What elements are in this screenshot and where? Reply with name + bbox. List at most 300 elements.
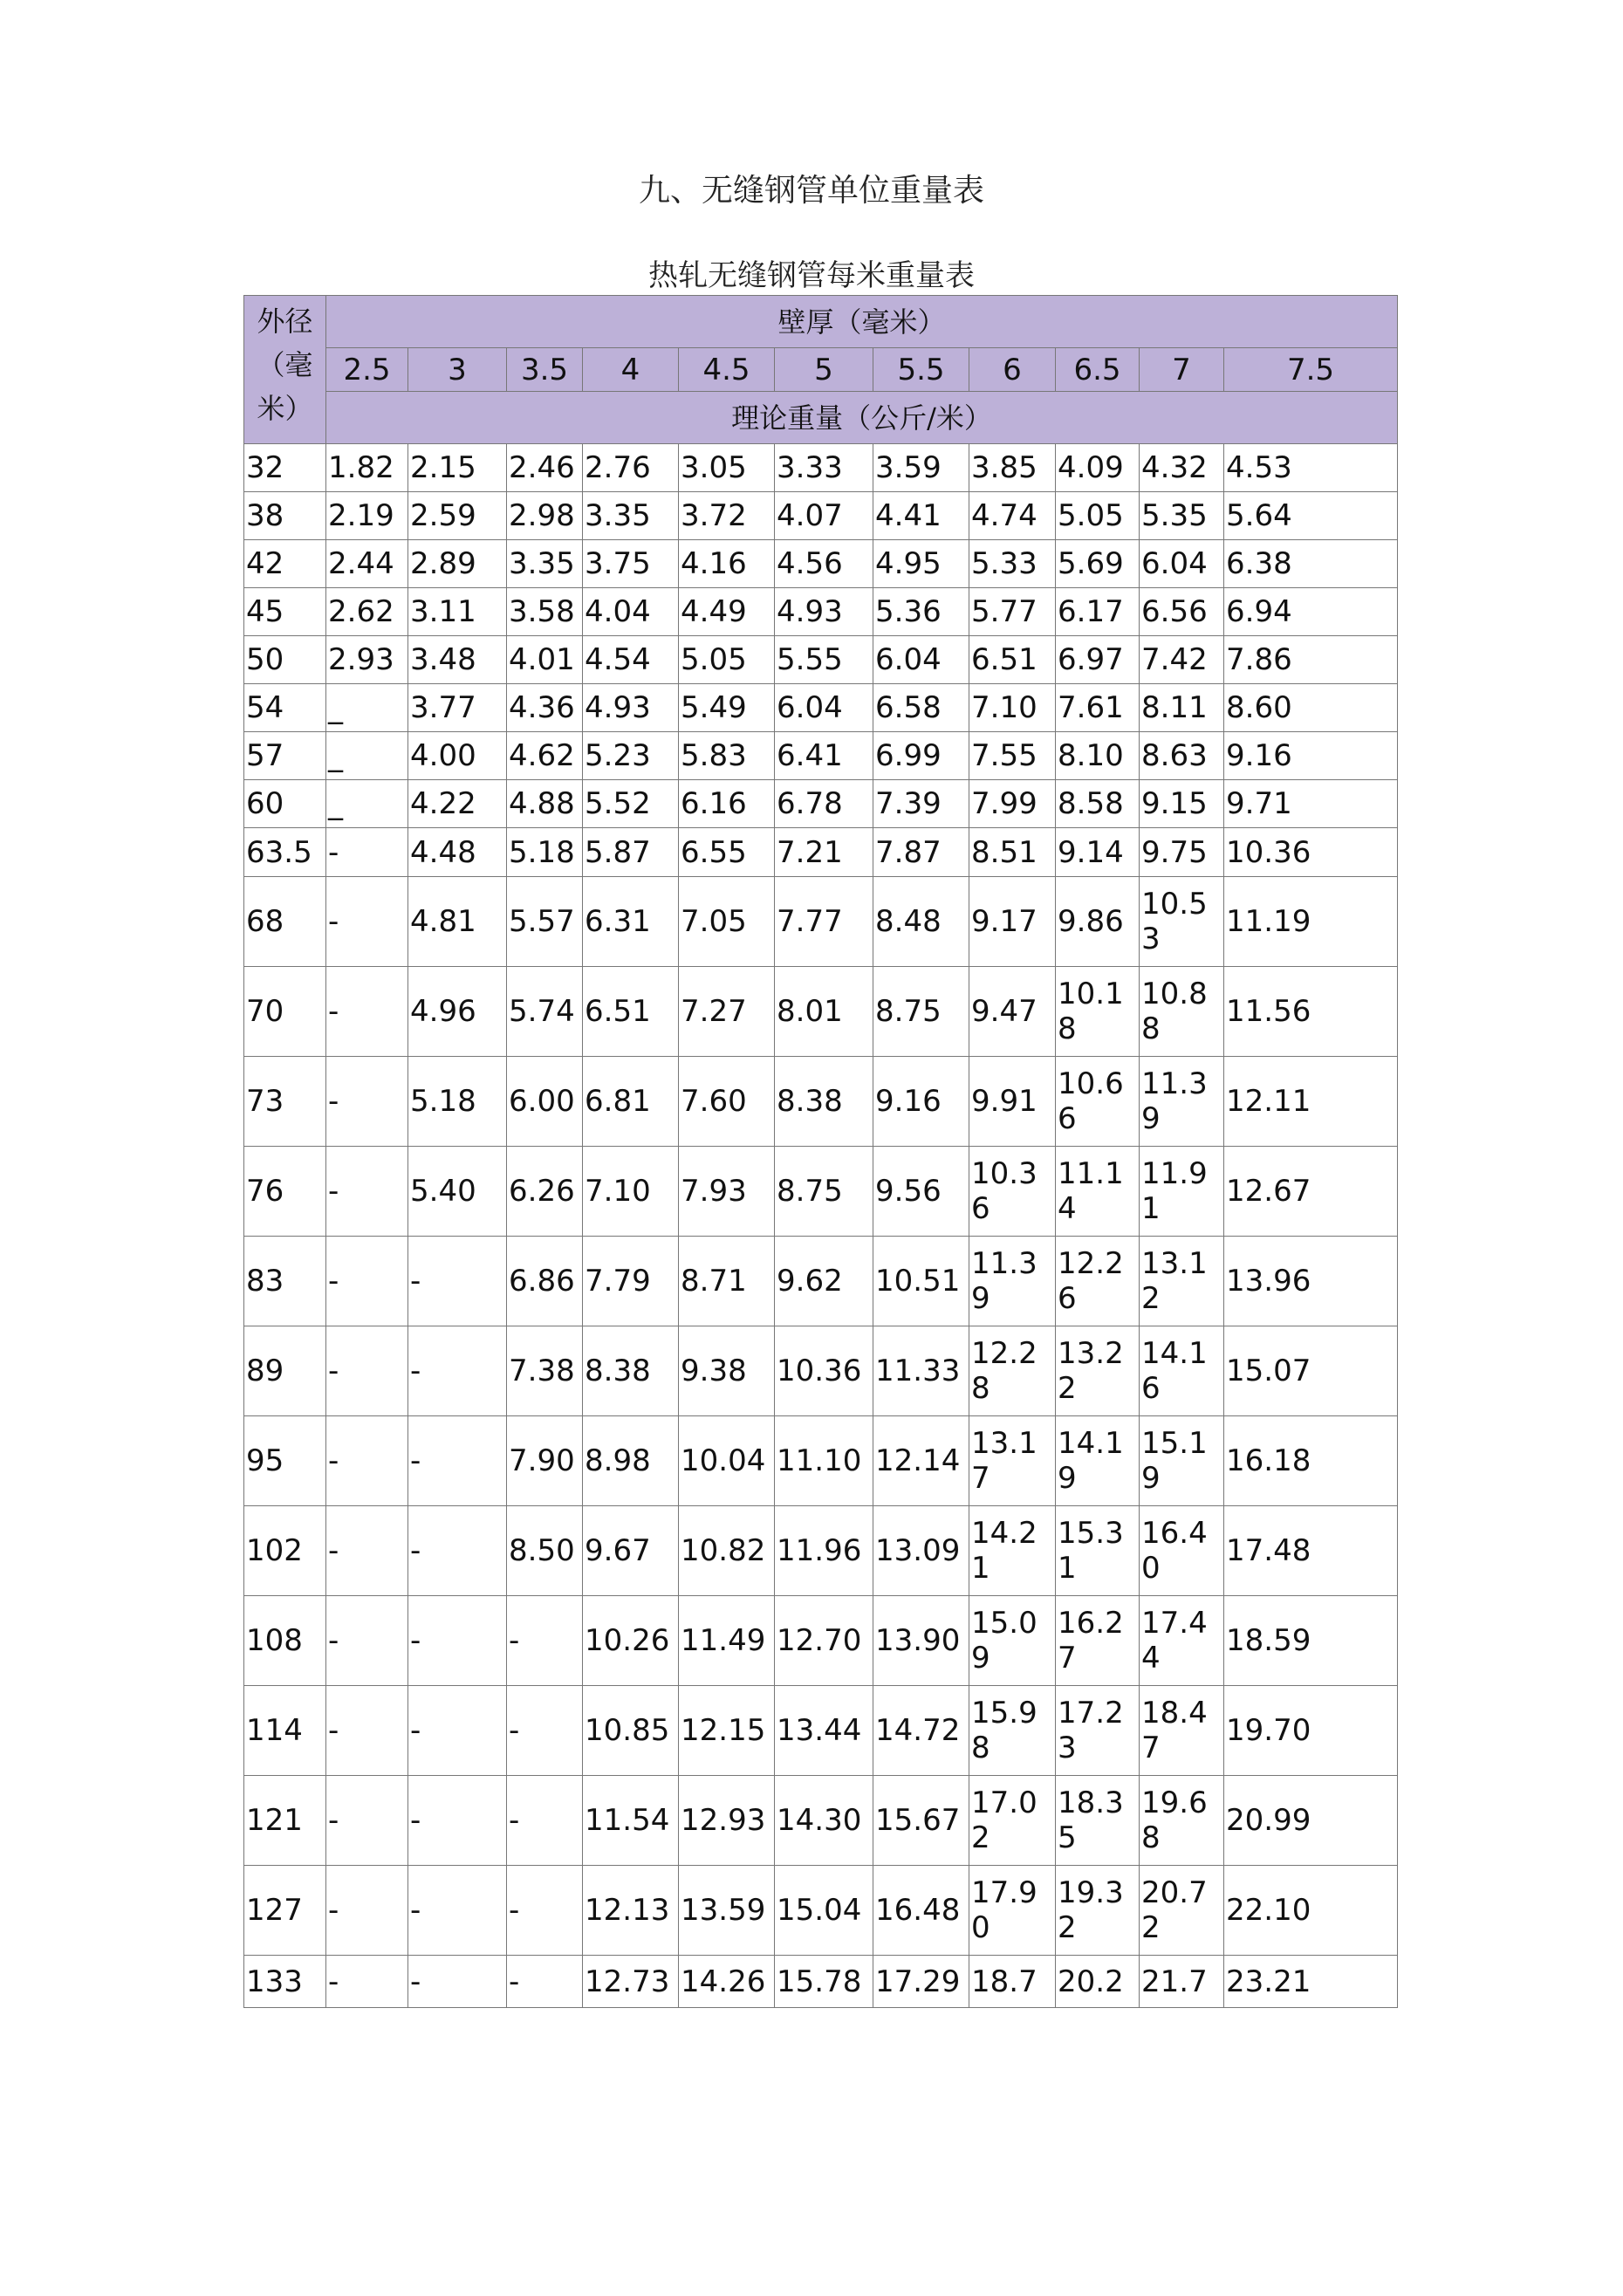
weight-cell: 8.38 bbox=[583, 1326, 679, 1416]
weight-cell: 2.46 bbox=[507, 444, 583, 492]
diameter-cell: 89 bbox=[244, 1326, 326, 1416]
weight-cell: 8.60 bbox=[1224, 684, 1398, 732]
weight-cell: 4.07 bbox=[775, 492, 873, 540]
weight-cell: 11.10 bbox=[775, 1416, 873, 1506]
thickness-header-cell: 4.5 bbox=[679, 348, 775, 392]
weight-cell: 4.81 bbox=[408, 877, 507, 967]
weight-cell: - bbox=[408, 1596, 507, 1686]
weight-cell: 11.39 bbox=[1140, 1057, 1224, 1147]
weight-cell: 17.90 bbox=[969, 1866, 1056, 1956]
weight-cell: 23.21 bbox=[1224, 1956, 1398, 2008]
weight-cell: 9.47 bbox=[969, 967, 1056, 1057]
weight-cell: 10.51 bbox=[873, 1237, 969, 1326]
weight-cell: 9.14 bbox=[1056, 828, 1140, 877]
weight-cell: 17.23 bbox=[1056, 1686, 1140, 1776]
weight-cell: 3.75 bbox=[583, 540, 679, 588]
weight-cell: 20.2 bbox=[1056, 1956, 1140, 2008]
page-title: 九、无缝钢管单位重量表 bbox=[638, 173, 984, 209]
weight-cell: 3.35 bbox=[583, 492, 679, 540]
weight-cell: 3.72 bbox=[679, 492, 775, 540]
weight-cell: 2.89 bbox=[408, 540, 507, 588]
weight-cell: 4.56 bbox=[775, 540, 873, 588]
weight-cell: 4.95 bbox=[873, 540, 969, 588]
weight-cell: 5.18 bbox=[507, 828, 583, 877]
weight-cell: 11.33 bbox=[873, 1326, 969, 1416]
diameter-cell: 73 bbox=[244, 1057, 326, 1147]
table-row bbox=[244, 1776, 1398, 1866]
weight-cell: 4.09 bbox=[1056, 444, 1140, 492]
weight-cell: 15.07 bbox=[1224, 1326, 1398, 1416]
weight-cell: 4.93 bbox=[583, 684, 679, 732]
weight-cell: 4.04 bbox=[583, 588, 679, 636]
table-row bbox=[244, 1596, 1398, 1686]
weight-cell: - bbox=[507, 1866, 583, 1956]
table-row bbox=[244, 780, 1398, 828]
weight-cell: 8.10 bbox=[1056, 732, 1140, 780]
weight-cell: 4.74 bbox=[969, 492, 1056, 540]
table-row bbox=[244, 732, 1398, 780]
weight-cell: 7.86 bbox=[1224, 636, 1398, 684]
weight-cell: - bbox=[507, 1686, 583, 1776]
table-row bbox=[244, 684, 1398, 732]
weight-cell: - bbox=[408, 1956, 507, 2008]
weight-cell: 5.05 bbox=[1056, 492, 1140, 540]
pipe-weight-table bbox=[243, 295, 1398, 2008]
weight-cell: 5.87 bbox=[583, 828, 679, 877]
weight-cell: 17.48 bbox=[1224, 1506, 1398, 1596]
weight-cell: 13.44 bbox=[775, 1686, 873, 1776]
weight-cell: 3.33 bbox=[775, 444, 873, 492]
weight-cell: 7.27 bbox=[679, 967, 775, 1057]
weight-cell: 6.41 bbox=[775, 732, 873, 780]
weight-cell: 1.82 bbox=[326, 444, 408, 492]
weight-cell: 17.44 bbox=[1140, 1596, 1224, 1686]
thickness-row bbox=[244, 348, 1398, 392]
thickness-header-cell: 6.5 bbox=[1056, 348, 1140, 392]
weight-cell: 8.58 bbox=[1056, 780, 1140, 828]
weight-cell: 7.77 bbox=[775, 877, 873, 967]
weight-cell: 10.53 bbox=[1140, 877, 1224, 967]
weight-cell: 2.62 bbox=[326, 588, 408, 636]
weight-cell: 12.11 bbox=[1224, 1057, 1398, 1147]
weight-cell: 6.04 bbox=[1140, 540, 1224, 588]
weight-cell: 6.78 bbox=[775, 780, 873, 828]
diameter-cell: 63.5 bbox=[244, 828, 326, 877]
weight-cell: 5.64 bbox=[1224, 492, 1398, 540]
weight-cell: 10.85 bbox=[583, 1686, 679, 1776]
weight-cell: 8.48 bbox=[873, 877, 969, 967]
weight-cell: 14.16 bbox=[1140, 1326, 1224, 1416]
table-row bbox=[244, 1326, 1398, 1416]
weight-cell: 5.23 bbox=[583, 732, 679, 780]
weight-cell: - bbox=[507, 1776, 583, 1866]
table-row bbox=[244, 877, 1398, 967]
weight-cell: 5.18 bbox=[408, 1057, 507, 1147]
weight-cell: 21.7 bbox=[1140, 1956, 1224, 2008]
weight-cell: 7.93 bbox=[679, 1147, 775, 1237]
table-row bbox=[244, 1057, 1398, 1147]
weight-cell: 8.51 bbox=[969, 828, 1056, 877]
weight-cell: 8.98 bbox=[583, 1416, 679, 1506]
weight-cell: 8.38 bbox=[775, 1057, 873, 1147]
weight-cell: 7.60 bbox=[679, 1057, 775, 1147]
weight-cell: 9.71 bbox=[1224, 780, 1398, 828]
weight-cell: 10.26 bbox=[583, 1596, 679, 1686]
weight-cell: 5.40 bbox=[408, 1147, 507, 1237]
diameter-cell: 127 bbox=[244, 1866, 326, 1956]
weight-cell: 11.91 bbox=[1140, 1147, 1224, 1237]
thickness-header-cell: 4 bbox=[583, 348, 679, 392]
diameter-cell: 133 bbox=[244, 1956, 326, 2008]
weight-cell: 16.48 bbox=[873, 1866, 969, 1956]
diameter-cell: 83 bbox=[244, 1237, 326, 1326]
weight-cell: 4.62 bbox=[507, 732, 583, 780]
weight-cell: 14.21 bbox=[969, 1506, 1056, 1596]
weight-cell: 12.14 bbox=[873, 1416, 969, 1506]
weight-cell: 7.10 bbox=[969, 684, 1056, 732]
table-row bbox=[244, 828, 1398, 877]
weight-cell: 6.56 bbox=[1140, 588, 1224, 636]
weight-cell: 12.28 bbox=[969, 1326, 1056, 1416]
weight-cell: 14.30 bbox=[775, 1776, 873, 1866]
weight-cell: 3.48 bbox=[408, 636, 507, 684]
weight-cell: 14.26 bbox=[679, 1956, 775, 2008]
weight-cell: 4.41 bbox=[873, 492, 969, 540]
weight-cell: 13.12 bbox=[1140, 1237, 1224, 1326]
weight-cell: 13.09 bbox=[873, 1506, 969, 1596]
weight-cell: 20.99 bbox=[1224, 1776, 1398, 1866]
weight-cell: 5.49 bbox=[679, 684, 775, 732]
weight-cell: 6.16 bbox=[679, 780, 775, 828]
weight-cell: 9.38 bbox=[679, 1326, 775, 1416]
diameter-cell: 95 bbox=[244, 1416, 326, 1506]
weight-cell: - bbox=[507, 1956, 583, 2008]
weight-cell: 12.70 bbox=[775, 1596, 873, 1686]
weight-cell: 4.16 bbox=[679, 540, 775, 588]
diameter-cell: 68 bbox=[244, 877, 326, 967]
weight-cell: 5.36 bbox=[873, 588, 969, 636]
diameter-cell: 108 bbox=[244, 1596, 326, 1686]
table-row bbox=[244, 636, 1398, 684]
weight-cell: 12.67 bbox=[1224, 1147, 1398, 1237]
weight-cell: 13.59 bbox=[679, 1866, 775, 1956]
weight-cell: 10.66 bbox=[1056, 1057, 1140, 1147]
weight-cell: 6.26 bbox=[507, 1147, 583, 1237]
weight-cell: 7.05 bbox=[679, 877, 775, 967]
table-row bbox=[244, 1147, 1398, 1237]
weight-cell: 6.51 bbox=[969, 636, 1056, 684]
table-row bbox=[244, 1686, 1398, 1776]
weight-cell: 8.75 bbox=[873, 967, 969, 1057]
weight-cell: 11.54 bbox=[583, 1776, 679, 1866]
weight-cell: 10.88 bbox=[1140, 967, 1224, 1057]
weight-cell: 7.10 bbox=[583, 1147, 679, 1237]
diameter-cell: 121 bbox=[244, 1776, 326, 1866]
weight-cell: - bbox=[408, 1866, 507, 1956]
weight-cell: 5.52 bbox=[583, 780, 679, 828]
weight-cell: 4.93 bbox=[775, 588, 873, 636]
weight-cell: 4.00 bbox=[408, 732, 507, 780]
weight-cell: - bbox=[408, 1237, 507, 1326]
weight-cell: 11.96 bbox=[775, 1506, 873, 1596]
weight-cell: 10.18 bbox=[1056, 967, 1140, 1057]
weight-cell: 6.55 bbox=[679, 828, 775, 877]
table-row bbox=[244, 1866, 1398, 1956]
weight-cell: 6.51 bbox=[583, 967, 679, 1057]
weight-cell: 2.59 bbox=[408, 492, 507, 540]
table-row bbox=[244, 1416, 1398, 1506]
weight-cell: 3.77 bbox=[408, 684, 507, 732]
thickness-header-cell: 5 bbox=[775, 348, 873, 392]
table-row bbox=[244, 1237, 1398, 1326]
weight-cell: 11.19 bbox=[1224, 877, 1398, 967]
weight-cell: 15.78 bbox=[775, 1956, 873, 2008]
weight-cell: 20.72 bbox=[1140, 1866, 1224, 1956]
weight-cell: 7.79 bbox=[583, 1237, 679, 1326]
weight-cell: 7.42 bbox=[1140, 636, 1224, 684]
weight-cell: 6.00 bbox=[507, 1057, 583, 1147]
weight-cell: - bbox=[408, 1686, 507, 1776]
weight-cell: 6.99 bbox=[873, 732, 969, 780]
weight-cell: 13.96 bbox=[1224, 1237, 1398, 1326]
weight-cell: 9.16 bbox=[873, 1057, 969, 1147]
weight-cell: 8.63 bbox=[1140, 732, 1224, 780]
weight-cell: 2.93 bbox=[326, 636, 408, 684]
weight-cell: 9.91 bbox=[969, 1057, 1056, 1147]
table-row bbox=[244, 1956, 1398, 2008]
weight-cell: 4.01 bbox=[507, 636, 583, 684]
thickness-header-cell: 5.5 bbox=[873, 348, 969, 392]
weight-cell: - bbox=[326, 877, 408, 967]
diameter-cell: 38 bbox=[244, 492, 326, 540]
weight-cell: - bbox=[408, 1416, 507, 1506]
weight-cell: 7.99 bbox=[969, 780, 1056, 828]
weight-cell: 6.38 bbox=[1224, 540, 1398, 588]
weight-cell: - bbox=[326, 828, 408, 877]
weight-cell: 10.36 bbox=[969, 1147, 1056, 1237]
weight-cell: - bbox=[326, 1416, 408, 1506]
table-row bbox=[244, 492, 1398, 540]
weight-cell: 13.17 bbox=[969, 1416, 1056, 1506]
weight-cell: 2.44 bbox=[326, 540, 408, 588]
weight-cell: 3.59 bbox=[873, 444, 969, 492]
weight-cell: 9.56 bbox=[873, 1147, 969, 1237]
weight-cell: 6.58 bbox=[873, 684, 969, 732]
weight-cell: 6.04 bbox=[775, 684, 873, 732]
weight-cell: 5.05 bbox=[679, 636, 775, 684]
weight-cell: 11.39 bbox=[969, 1237, 1056, 1326]
weight-cell: - bbox=[326, 967, 408, 1057]
weight-cell: 7.90 bbox=[507, 1416, 583, 1506]
diameter-cell: 42 bbox=[244, 540, 326, 588]
weight-cell: 2.15 bbox=[408, 444, 507, 492]
weight-cell: 5.55 bbox=[775, 636, 873, 684]
weight-cell: _ bbox=[326, 684, 408, 732]
table-row bbox=[244, 967, 1398, 1057]
weight-cell: 4.53 bbox=[1224, 444, 1398, 492]
weight-cell: 2.76 bbox=[583, 444, 679, 492]
weight-cell: _ bbox=[326, 780, 408, 828]
table-row bbox=[244, 540, 1398, 588]
weight-cell: 7.38 bbox=[507, 1326, 583, 1416]
weight-cell: 13.22 bbox=[1056, 1326, 1140, 1416]
weight-cell: - bbox=[408, 1506, 507, 1596]
weight-cell: 9.67 bbox=[583, 1506, 679, 1596]
weight-cell: - bbox=[326, 1147, 408, 1237]
weight-cell: 2.98 bbox=[507, 492, 583, 540]
weight-cell: 12.73 bbox=[583, 1956, 679, 2008]
weight-cell: 11.56 bbox=[1224, 967, 1398, 1057]
weight-cell: 4.49 bbox=[679, 588, 775, 636]
weight-cell: 15.09 bbox=[969, 1596, 1056, 1686]
weight-cell: 11.14 bbox=[1056, 1147, 1140, 1237]
weight-cell: 11.49 bbox=[679, 1596, 775, 1686]
weight-cell: 5.69 bbox=[1056, 540, 1140, 588]
weight-cell: 3.35 bbox=[507, 540, 583, 588]
weight-cell: 7.39 bbox=[873, 780, 969, 828]
weight-cell: 6.94 bbox=[1224, 588, 1398, 636]
weight-cell: 8.01 bbox=[775, 967, 873, 1057]
table-row bbox=[244, 1506, 1398, 1596]
weight-cell: 4.54 bbox=[583, 636, 679, 684]
weight-cell: 3.11 bbox=[408, 588, 507, 636]
weight-cell: 6.17 bbox=[1056, 588, 1140, 636]
weight-cell: 10.36 bbox=[775, 1326, 873, 1416]
weight-cell: 15.04 bbox=[775, 1866, 873, 1956]
weight-cell: 4.96 bbox=[408, 967, 507, 1057]
thickness-header-cell: 2.5 bbox=[326, 348, 408, 392]
weight-cell: 4.48 bbox=[408, 828, 507, 877]
diameter-cell: 54 bbox=[244, 684, 326, 732]
weight-cell: 8.11 bbox=[1140, 684, 1224, 732]
weight-cell: 18.47 bbox=[1140, 1686, 1224, 1776]
diameter-cell: 32 bbox=[244, 444, 326, 492]
weight-cell: - bbox=[326, 1326, 408, 1416]
weight-cell: 4.88 bbox=[507, 780, 583, 828]
weight-cell: 10.04 bbox=[679, 1416, 775, 1506]
weight-cell: 4.22 bbox=[408, 780, 507, 828]
weight-cell: 8.71 bbox=[679, 1237, 775, 1326]
outer-diameter-header: 外径（毫米） bbox=[244, 296, 326, 444]
diameter-cell: 57 bbox=[244, 732, 326, 780]
weight-cell: 3.58 bbox=[507, 588, 583, 636]
weight-cell: 3.05 bbox=[679, 444, 775, 492]
weight-cell: 16.40 bbox=[1140, 1506, 1224, 1596]
weight-cell: 15.19 bbox=[1140, 1416, 1224, 1506]
weight-cell: 7.87 bbox=[873, 828, 969, 877]
table-row bbox=[244, 444, 1398, 492]
weight-cell: 22.10 bbox=[1224, 1866, 1398, 1956]
weight-cell: 9.86 bbox=[1056, 877, 1140, 967]
weight-cell: 9.15 bbox=[1140, 780, 1224, 828]
weight-cell: 19.70 bbox=[1224, 1686, 1398, 1776]
thickness-header-cell: 3.5 bbox=[507, 348, 583, 392]
weight-cell: - bbox=[507, 1596, 583, 1686]
weight-cell: 5.57 bbox=[507, 877, 583, 967]
weight-cell: 18.35 bbox=[1056, 1776, 1140, 1866]
weight-cell: 6.97 bbox=[1056, 636, 1140, 684]
wall-thickness-header: 壁厚（毫米） bbox=[326, 296, 1398, 348]
weight-cell: 13.90 bbox=[873, 1596, 969, 1686]
weight-cell: 17.29 bbox=[873, 1956, 969, 2008]
weight-cell: 5.33 bbox=[969, 540, 1056, 588]
weight-cell: 4.36 bbox=[507, 684, 583, 732]
weight-cell: 8.75 bbox=[775, 1147, 873, 1237]
weight-cell: 2.19 bbox=[326, 492, 408, 540]
weight-cell: - bbox=[326, 1596, 408, 1686]
weight-cell: 15.98 bbox=[969, 1686, 1056, 1776]
weight-cell: 14.19 bbox=[1056, 1416, 1140, 1506]
weight-cell: 17.02 bbox=[969, 1776, 1056, 1866]
weight-cell: 3.85 bbox=[969, 444, 1056, 492]
weight-cell: 9.16 bbox=[1224, 732, 1398, 780]
weight-cell: 5.74 bbox=[507, 967, 583, 1057]
weight-cell: 18.59 bbox=[1224, 1596, 1398, 1686]
thickness-header-cell: 7 bbox=[1140, 348, 1224, 392]
weight-cell: 8.50 bbox=[507, 1506, 583, 1596]
weight-cell: 12.93 bbox=[679, 1776, 775, 1866]
thickness-header-cell: 7.5 bbox=[1224, 348, 1398, 392]
diameter-cell: 76 bbox=[244, 1147, 326, 1237]
weight-cell: 16.27 bbox=[1056, 1596, 1140, 1686]
weight-cell: 7.21 bbox=[775, 828, 873, 877]
weight-cell: 19.32 bbox=[1056, 1866, 1140, 1956]
weight-cell: 15.67 bbox=[873, 1776, 969, 1866]
diameter-cell: 50 bbox=[244, 636, 326, 684]
table-title: 热轧无缝钢管每米重量表 bbox=[648, 258, 975, 293]
weight-cell: - bbox=[408, 1776, 507, 1866]
weight-cell: 5.35 bbox=[1140, 492, 1224, 540]
diameter-cell: 45 bbox=[244, 588, 326, 636]
diameter-cell: 70 bbox=[244, 967, 326, 1057]
weight-cell: 10.82 bbox=[679, 1506, 775, 1596]
weight-cell: - bbox=[326, 1237, 408, 1326]
diameter-cell: 114 bbox=[244, 1686, 326, 1776]
diameter-cell: 102 bbox=[244, 1506, 326, 1596]
weight-cell: 7.55 bbox=[969, 732, 1056, 780]
weight-unit-header: 理论重量（公斤/米） bbox=[326, 392, 1398, 444]
weight-cell: 18.7 bbox=[969, 1956, 1056, 2008]
weight-cell: - bbox=[326, 1506, 408, 1596]
weight-cell: 6.31 bbox=[583, 877, 679, 967]
weight-cell: 6.04 bbox=[873, 636, 969, 684]
weight-cell: - bbox=[326, 1956, 408, 2008]
weight-cell: - bbox=[326, 1866, 408, 1956]
weight-cell: 10.36 bbox=[1224, 828, 1398, 877]
weight-cell: 16.18 bbox=[1224, 1416, 1398, 1506]
weight-cell: 9.75 bbox=[1140, 828, 1224, 877]
table-row bbox=[244, 588, 1398, 636]
diameter-cell: 60 bbox=[244, 780, 326, 828]
weight-cell: 4.32 bbox=[1140, 444, 1224, 492]
weight-cell: - bbox=[408, 1326, 507, 1416]
weight-cell: 9.62 bbox=[775, 1237, 873, 1326]
weight-cell: 19.68 bbox=[1140, 1776, 1224, 1866]
weight-cell: - bbox=[326, 1776, 408, 1866]
weight-cell: 12.15 bbox=[679, 1686, 775, 1776]
thickness-header-cell: 3 bbox=[408, 348, 507, 392]
weight-cell: 5.83 bbox=[679, 732, 775, 780]
weight-cell: - bbox=[326, 1686, 408, 1776]
weight-cell: _ bbox=[326, 732, 408, 780]
weight-cell: 15.31 bbox=[1056, 1506, 1140, 1596]
weight-cell: 5.77 bbox=[969, 588, 1056, 636]
thickness-header-cell: 6 bbox=[969, 348, 1056, 392]
weight-cell: 9.17 bbox=[969, 877, 1056, 967]
weight-cell: 14.72 bbox=[873, 1686, 969, 1776]
weight-cell: 6.86 bbox=[507, 1237, 583, 1326]
weight-cell: - bbox=[326, 1057, 408, 1147]
